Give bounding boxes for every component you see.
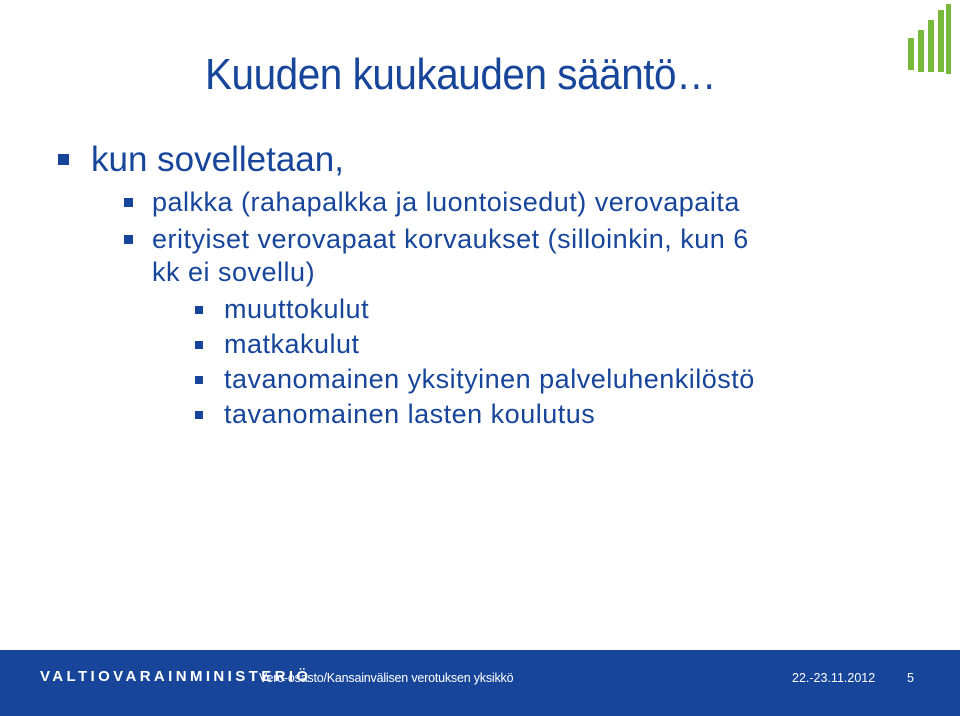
square-bullet-icon <box>195 341 203 349</box>
bullet-level1: kun sovelletaan, <box>91 140 344 179</box>
footer-date: 22.-23.11.2012 <box>792 671 876 685</box>
footer-ministry-name: VALTIOVARAINMINISTERIÖ <box>40 668 312 685</box>
bullet-level2-a: palkka (rahapalkka ja luontoisedut) verovapaita <box>152 187 740 217</box>
square-bullet-icon <box>58 154 69 165</box>
bullet-level2-b-line1: erityiset verovapaat korvaukset (silloinkin, kun 6 <box>152 224 749 254</box>
bullet-level3-item: tavanomainen yksityinen palveluhenkilöstö <box>224 364 755 394</box>
ministry-bars-logo-icon <box>906 4 952 78</box>
square-bullet-icon <box>124 198 133 207</box>
bullet-level3-item: muuttokulut <box>224 294 370 324</box>
footer-bar <box>0 650 960 716</box>
square-bullet-icon <box>124 235 133 244</box>
square-bullet-icon <box>195 306 203 314</box>
footer-page-number: 5 <box>907 671 914 685</box>
square-bullet-icon <box>195 376 203 384</box>
square-bullet-icon <box>195 411 203 419</box>
slide-title: Kuuden kuukauden sääntö… <box>205 50 717 99</box>
bullet-level2-b-line2: kk ei sovellu) <box>152 257 316 287</box>
bullet-level3-item: matkakulut <box>224 329 360 359</box>
footer-unit-name: Vero-osasto/Kansainvälisen verotuksen yksikkö <box>259 671 514 685</box>
bullet-level3-item: tavanomainen lasten koulutus <box>224 399 596 429</box>
